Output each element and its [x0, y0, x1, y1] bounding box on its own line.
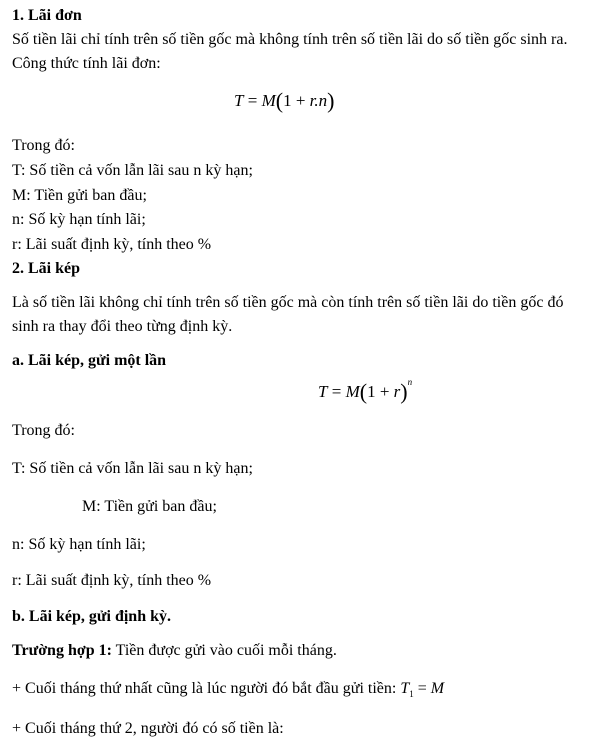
var-r: r: Lãi suất định kỳ, tính theo % — [12, 236, 212, 253]
var-n-a: n: Số kỳ hạn tính lãi; — [12, 536, 146, 553]
compound-definition-line2: sinh ra thay đổi theo từng định kỳ. — [12, 318, 233, 335]
compound-definition-line1: Là số tiền lãi không chỉ tính trên số tiền gốc mà còn tính trên số tiền lãi do tiền gốc đó — [12, 294, 564, 311]
step1-math: $T_1 = M$ — [400, 680, 445, 699]
section-heading-simple-interest: 1. Lãi đơn — [12, 7, 82, 24]
simple-interest-formula-intro: Công thức tính lãi đơn: — [12, 55, 161, 72]
section-heading-compound-interest: 2. Lãi kép — [12, 260, 81, 277]
step1-line — [12, 679, 444, 704]
var-M: M: Tiền gửi ban đầu; — [12, 187, 147, 204]
step1-text: + Cuối tháng thứ nhất cũng là lúc người đó bắt đầu gửi tiền: — [12, 680, 401, 697]
step2-line: + Cuối tháng thứ 2, người đó có số tiền là: — [12, 720, 284, 737]
simple-interest-definition: Số tiền lãi chỉ tính trên số tiền gốc mà không tính trên số tiền lãi do số tiền gốc sinh ra. — [12, 31, 568, 48]
var-T-a: T: Số tiền cả vốn lẫn lãi sau n kỳ hạn; — [12, 460, 253, 477]
var-T: T: Số tiền cả vốn lẫn lãi sau n kỳ hạn; — [12, 162, 253, 179]
where-label: Trong đó: — [12, 137, 75, 154]
subsection-heading-b: b. Lãi kép, gửi định kỳ. — [12, 608, 171, 625]
var-n: n: Số kỳ hạn tính lãi; — [12, 211, 146, 228]
case1-line — [12, 641, 337, 661]
case1-text: Tiền được gửi vào cuối mỗi tháng. — [111, 642, 337, 659]
where-label-a: Trong đó: — [12, 422, 75, 439]
var-M-a: M: Tiền gửi ban đầu; — [82, 498, 217, 515]
var-r-a: r: Lãi suất định kỳ, tính theo % — [12, 572, 212, 589]
case1-label: Trường hợp 1: — [12, 642, 112, 659]
simple-interest-formula: T = M(1 + r.n) — [234, 88, 335, 113]
subsection-heading-a: a. Lãi kép, gửi một lần — [12, 352, 167, 369]
compound-interest-formula: $T = M(1 + r)^n$ — [318, 377, 413, 404]
